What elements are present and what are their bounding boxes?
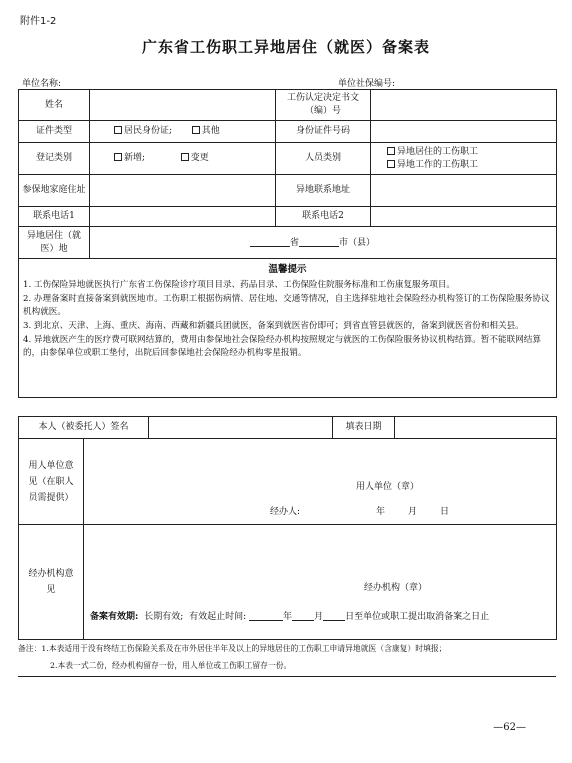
validity-month-text: 月: [314, 612, 324, 622]
validity-day-blank[interactable]: [323, 610, 345, 621]
employer-month: 月: [408, 507, 418, 517]
validity-tail-text: 日至单位或职工提出取消备案之日止: [345, 612, 490, 622]
sign-table: [18, 416, 557, 439]
phone2-field[interactable]: [371, 207, 557, 227]
validity-label: 备案有效期:: [90, 612, 139, 622]
reg-type-options: [90, 143, 276, 175]
tip-item-2: 2. 办理备案时直接备案到就医地市。工伤职工根据伤病情、居住地、交通等情况，自主选择驻地社会保险经办机构签订的工伤保险服务协议机构就医。: [23, 294, 550, 317]
notes-bottom-rule: [18, 676, 556, 677]
employer-seal: 用人单位（章）: [356, 482, 420, 492]
person-live-checkbox[interactable]: [387, 147, 395, 155]
id-other-text: 其他: [201, 126, 220, 136]
reg-new-text: 新增;: [124, 153, 146, 163]
note-1: 备注：1.本表适用于没有终结工伤保险关系及在市外居住半年及以上的异地居住的工伤职工申请异地就医（含康复）时填报；: [18, 644, 447, 653]
phone2-label: 联系电话2: [276, 207, 371, 227]
unit-insurance-no-label: 单位社保编号:: [338, 79, 396, 89]
tips-title: 温馨提示: [268, 264, 307, 275]
tip-item-3: 3. 到北京、天津、上海、重庆、海南、西藏和新疆兵团就医，备案到就医省份即可；到省直管县就医的，备案到就医省份和相关县。: [23, 321, 524, 331]
tip-item-1: 1. 工伤保险异地就医执行广东省工伤保险诊疗项目目录、药品目录、工伤保险住院服务标准和工伤康复服务项目。: [23, 280, 456, 290]
reg-type-label: 登记类别: [19, 143, 90, 175]
agency-seal: 经办机构（章）: [364, 583, 428, 593]
validity-long: 长期有效;: [144, 612, 184, 622]
remote-contact-addr-field[interactable]: [371, 175, 557, 207]
agency-opinion-field[interactable]: [84, 525, 557, 640]
validity-month-blank[interactable]: [292, 610, 314, 621]
sign-field[interactable]: [149, 417, 333, 439]
fill-date-label: 填表日期: [333, 417, 395, 439]
injury-doc-no-label: 工伤认定决定书文（编）号: [276, 90, 371, 121]
validity-year-text: 年: [283, 612, 293, 622]
validity-line: [90, 610, 489, 624]
home-addr-field[interactable]: [90, 175, 276, 207]
sign-label: 本人（被委托人）签名: [19, 417, 149, 439]
home-addr-label: 参保地家庭住址: [19, 175, 90, 207]
person-work-checkbox[interactable]: [387, 160, 395, 168]
phone1-field[interactable]: [90, 207, 276, 227]
employer-day: 日: [440, 507, 450, 517]
id-type-options: [90, 121, 276, 143]
employer-handler: 经办人:: [270, 507, 301, 517]
page-number: —62—: [493, 722, 526, 733]
id-other-checkbox[interactable]: [192, 126, 200, 134]
agency-opinion-label: 经办机构意见: [19, 525, 84, 640]
employer-year: 年: [376, 507, 386, 517]
name-field[interactable]: [90, 90, 276, 121]
notes-section: [18, 639, 556, 672]
filing-form-table: [18, 89, 557, 398]
form-title: 广东省工伤职工异地居住（就医）备案表: [141, 38, 430, 56]
person-type-options: [371, 143, 557, 175]
id-resident-checkbox[interactable]: [114, 126, 122, 134]
id-type-label: 证件类型: [19, 121, 90, 143]
reg-new-checkbox[interactable]: [114, 153, 122, 161]
person-live-text: 异地居住的工伤职工: [397, 146, 479, 157]
annex-label: 附件1-2: [20, 16, 57, 27]
id-number-label: 身份证件号码: [276, 121, 371, 143]
unit-name-label: 单位名称:: [22, 79, 62, 89]
opinion-table: [18, 438, 557, 640]
id-number-field[interactable]: [371, 121, 557, 143]
reg-change-checkbox[interactable]: [181, 153, 189, 161]
injury-doc-no-field[interactable]: [371, 90, 557, 121]
city-county-text: 市（县）: [339, 237, 376, 248]
validity-until: 有效起止时间:: [189, 612, 247, 622]
remote-contact-addr-label: 异地联系地址: [276, 175, 371, 207]
id-resident-text: 居民身份证;: [124, 126, 173, 136]
remote-addr-label: 异地居住（就医）地: [19, 227, 90, 259]
employer-opinion-label: 用人单位意见（在职人员需提供）: [19, 439, 84, 525]
province-text: 省: [290, 237, 300, 248]
name-label: 姓名: [19, 90, 90, 121]
phone1-label: 联系电话1: [19, 207, 90, 227]
person-work-text: 异地工作的工伤职工: [397, 159, 479, 170]
tips-section: [19, 259, 557, 398]
person-type-label: 人员类别: [276, 143, 371, 175]
reg-change-text: 变更: [190, 153, 209, 163]
fill-date-field[interactable]: [395, 417, 557, 439]
employer-opinion-field[interactable]: [84, 439, 557, 525]
tip-item-4: 4. 异地就医产生的医疗费可联网结算的，费用由参保地社会保险经办机构按照规定与就医的工伤保险服务协议机构结算。暂不能联网结算的，由参保单位或职工垫付，出院后回参保地社会保险经办机构零星报销。: [23, 335, 541, 358]
validity-year-blank[interactable]: [249, 610, 283, 621]
note-2: 2.本表一式二份，经办机构留存一份，用人单位或工伤职工留存一份。: [50, 661, 292, 670]
remote-addr-field[interactable]: [90, 227, 557, 259]
